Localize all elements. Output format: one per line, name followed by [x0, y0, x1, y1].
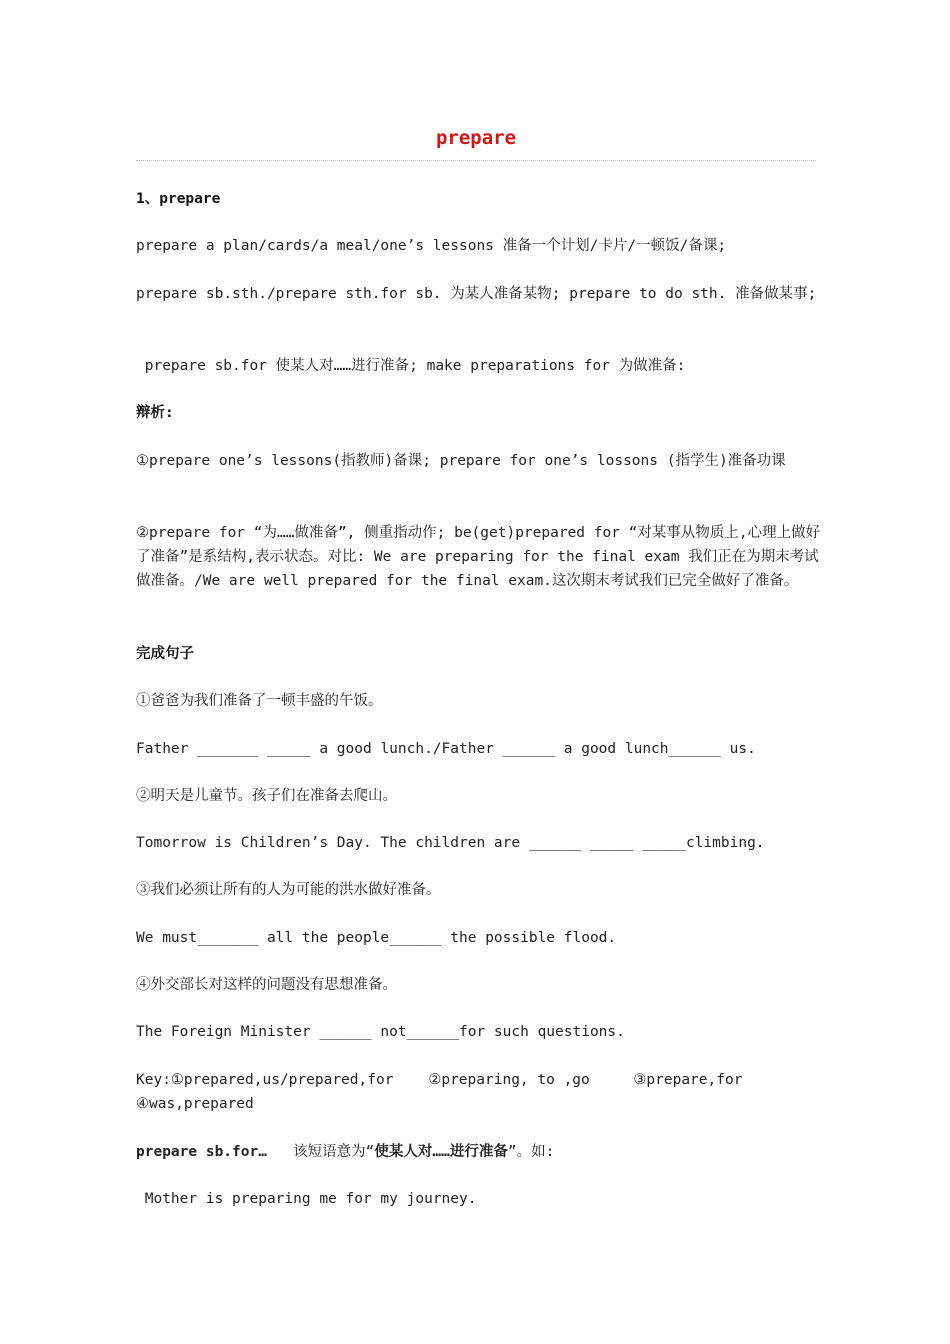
exercise-3-english: We must_______ all the people______ the possible flood. — [136, 930, 617, 946]
exercise-4-chinese: ④外交部长对这样的问题没有思想准备。 — [136, 977, 397, 993]
usage-line-2: prepare sb.sth./prepare sth.for sb. 为某人准备某物; prepare to do sth. 准备做某事; — [136, 286, 817, 302]
phrase-explanation — [136, 1140, 826, 1164]
exercise-4-english: The Foreign Minister ______ not______for such questions. — [136, 1024, 625, 1040]
section-heading-1: 1、prepare — [136, 191, 221, 207]
analysis-paragraph-2: ②prepare for “为……做准备”, 侧重指动作; be(get)prepared for “对某事从物质上,心理上做好了准备”是系结构,表示状态。对比: We are preparing for the final exam 我们正在为期末考试做准备。/We are well prepared for the final exam.这次期末考试我们已完全做好了准备。 — [136, 525, 821, 589]
exercise-1-chinese: ①爸爸为我们准备了一顿丰盛的午饭。 — [136, 693, 383, 709]
exercise-1-english: Father _______ _____ a good lunch./Father ______ a good lunch______ us. — [136, 741, 756, 757]
usage-line-1: prepare a plan/cards/a meal/one’s lessons 准备一个计划/卡片/一顿饭/备课; — [136, 238, 727, 254]
example-sentence: Mother is preparing me for my journey. — [136, 1191, 477, 1207]
phrase-term: prepare sb.for… — [136, 1144, 267, 1160]
exercise-3-chinese: ③我们必须让所有的人为可能的洪水做好准备。 — [136, 882, 441, 898]
answer-key: Key:①prepared,us/prepared,for ②preparing, to ,go ③prepare,for ④was,prepared — [136, 1072, 787, 1112]
section-heading-2: 辩析: — [136, 405, 174, 421]
phrase-meaning: 使某人对……进行准备 — [374, 1144, 508, 1160]
section-heading-3: 完成句子 — [136, 646, 194, 662]
phrase-suffix: ”。如: — [507, 1144, 555, 1160]
title-divider — [136, 160, 816, 161]
exercise-2-english: Tomorrow is Children’s Day. The children are ______ _____ _____climbing. — [136, 835, 765, 851]
usage-line-3: prepare sb.for 使某人对……进行准备; make preparations for 为做准备: — [136, 358, 686, 374]
phrase-intro: 该短语意为“ — [266, 1144, 375, 1160]
exercise-2-chinese: ②明天是儿童节。孩子们在准备去爬山。 — [136, 788, 397, 804]
page-title: prepare — [435, 127, 517, 149]
analysis-paragraph-1: ①prepare one’s lessons(指教师)备课; prepare for one’s lossons (指学生)准备功课 — [136, 453, 786, 469]
